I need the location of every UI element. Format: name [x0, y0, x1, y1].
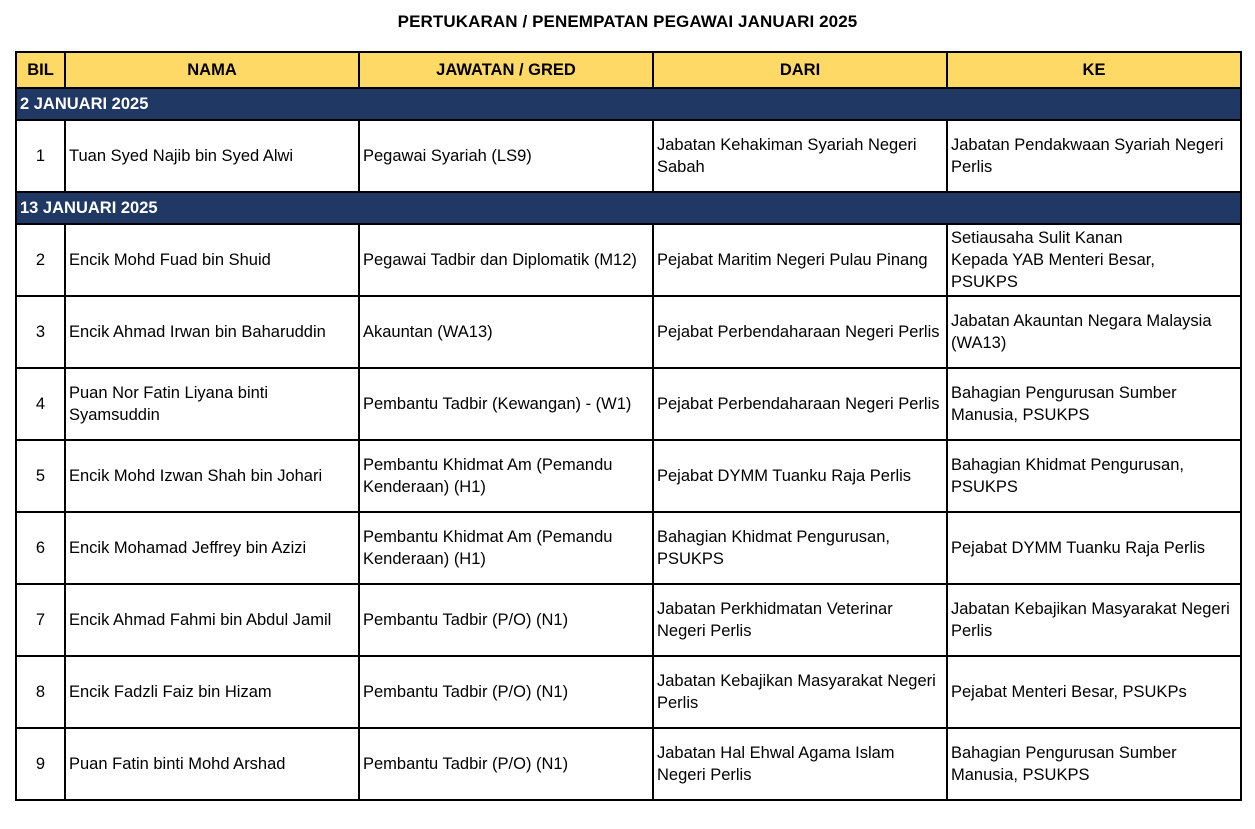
cell-nama: Encik Mohd Izwan Shah bin Johari: [65, 440, 359, 512]
header-jawatan: JAWATAN / GRED: [359, 52, 653, 88]
table-row: [16, 584, 1241, 656]
header-ke: KE: [947, 52, 1241, 88]
cell-jawatan: Pembantu Tadbir (P/O) (N1): [359, 656, 653, 728]
transfer-table: [15, 51, 1242, 801]
cell-jawatan: Pembantu Tadbir (Kewangan) - (W1): [359, 368, 653, 440]
page-title: PERTUKARAN / PENEMPATAN PEGAWAI JANUARI 2025: [397, 12, 858, 31]
table-row: [16, 120, 1241, 192]
cell-ke: Pejabat DYMM Tuanku Raja Perlis: [947, 512, 1241, 584]
cell-nama: Encik Ahmad Fahmi bin Abdul Jamil: [65, 584, 359, 656]
cell-bil: 4: [16, 368, 65, 440]
cell-ke: Bahagian Pengurusan Sumber Manusia, PSUKPS: [947, 728, 1241, 800]
cell-dari: Jabatan Hal Ehwal Agama Islam Negeri Perlis: [653, 728, 947, 800]
header-bil: BIL: [16, 52, 65, 88]
cell-ke: Jabatan Akauntan Negara Malaysia (WA13): [947, 296, 1241, 368]
cell-nama: Encik Mohamad Jeffrey bin Azizi: [65, 512, 359, 584]
table-row: [16, 224, 1241, 296]
cell-nama: Puan Nor Fatin Liyana binti Syamsuddin: [65, 368, 359, 440]
cell-dari: Pejabat Perbendaharaan Negeri Perlis: [653, 296, 947, 368]
section-row: [16, 88, 1241, 120]
cell-bil: 5: [16, 440, 65, 512]
table-row: [16, 440, 1241, 512]
cell-bil: 9: [16, 728, 65, 800]
cell-bil: 6: [16, 512, 65, 584]
header-nama: NAMA: [65, 52, 359, 88]
cell-ke: Bahagian Khidmat Pengurusan, PSUKPS: [947, 440, 1241, 512]
cell-dari: Jabatan Perkhidmatan Veterinar Negeri Perlis: [653, 584, 947, 656]
cell-nama: Encik Mohd Fuad bin Shuid: [65, 224, 359, 296]
cell-jawatan: Pembantu Tadbir (P/O) (N1): [359, 728, 653, 800]
cell-bil: 3: [16, 296, 65, 368]
cell-jawatan: Pegawai Syariah (LS9): [359, 120, 653, 192]
cell-ke: Jabatan Pendakwaan Syariah Negeri Perlis: [947, 120, 1241, 192]
cell-bil: 2: [16, 224, 65, 296]
cell-bil: 1: [16, 120, 65, 192]
table-row: [16, 512, 1241, 584]
cell-dari: Jabatan Kebajikan Masyarakat Negeri Perlis: [653, 656, 947, 728]
cell-nama: Puan Fatin binti Mohd Arshad: [65, 728, 359, 800]
table-row: [16, 728, 1241, 800]
cell-bil: 8: [16, 656, 65, 728]
cell-nama: Tuan Syed Najib bin Syed Alwi: [65, 120, 359, 192]
table-row: [16, 296, 1241, 368]
cell-dari: Pejabat Perbendaharaan Negeri Perlis: [653, 368, 947, 440]
table-row: [16, 368, 1241, 440]
cell-jawatan: Pembantu Khidmat Am (Pemandu Kenderaan) (H1): [359, 440, 653, 512]
header-dari: DARI: [653, 52, 947, 88]
cell-dari: Jabatan Kehakiman Syariah Negeri Sabah: [653, 120, 947, 192]
cell-dari: Pejabat DYMM Tuanku Raja Perlis: [653, 440, 947, 512]
section-label: 2 JANUARI 2025: [16, 88, 1241, 120]
section-label: 13 JANUARI 2025: [16, 192, 1241, 224]
cell-ke: Jabatan Kebajikan Masyarakat Negeri Perlis: [947, 584, 1241, 656]
cell-dari: Bahagian Khidmat Pengurusan, PSUKPS: [653, 512, 947, 584]
cell-ke: Bahagian Pengurusan Sumber Manusia, PSUKPS: [947, 368, 1241, 440]
table-row: [16, 656, 1241, 728]
cell-nama: Encik Fadzli Faiz bin Hizam: [65, 656, 359, 728]
cell-bil: 7: [16, 584, 65, 656]
cell-jawatan: Akauntan (WA13): [359, 296, 653, 368]
cell-nama: Encik Ahmad Irwan bin Baharuddin: [65, 296, 359, 368]
cell-ke: Setiausaha Sulit Kanan Kepada YAB Menteri Besar, PSUKPS: [947, 224, 1241, 296]
cell-jawatan: Pembantu Khidmat Am (Pemandu Kenderaan) (H1): [359, 512, 653, 584]
section-row: [16, 192, 1241, 224]
cell-jawatan: Pegawai Tadbir dan Diplomatik (M12): [359, 224, 653, 296]
cell-jawatan: Pembantu Tadbir (P/O) (N1): [359, 584, 653, 656]
cell-dari: Pejabat Maritim Negeri Pulau Pinang: [653, 224, 947, 296]
cell-ke: Pejabat Menteri Besar, PSUKPs: [947, 656, 1241, 728]
table-header-row: [16, 52, 1241, 88]
